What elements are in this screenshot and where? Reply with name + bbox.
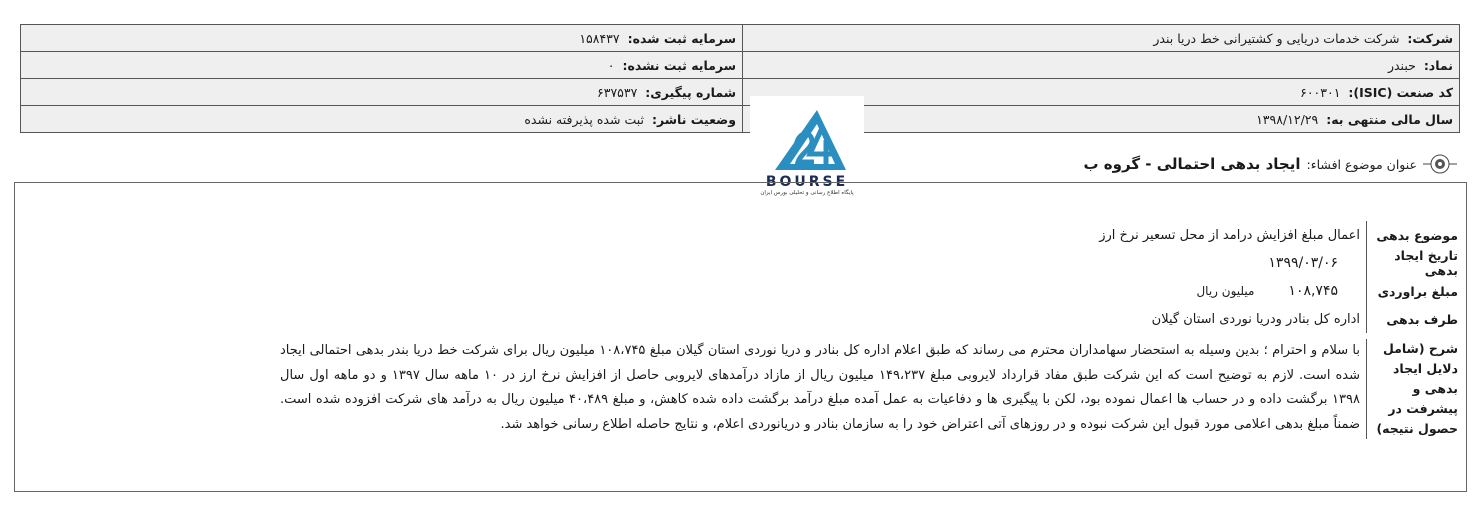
debt-description-row xyxy=(13,339,1466,439)
logo-word: BOURSE xyxy=(765,174,849,190)
tracking-cell xyxy=(21,79,743,106)
debt-amount-row xyxy=(13,277,1466,305)
isic-value: ۶۰۰۳۰۱ xyxy=(1300,84,1341,100)
company-label: شرکت: xyxy=(1407,30,1453,46)
debt-party-value: اداره کل بنادر ودریا نوردی استان گیلان xyxy=(1151,311,1360,327)
info-row xyxy=(21,52,1460,79)
company-cell xyxy=(743,25,1460,52)
unregistered-capital-cell xyxy=(21,52,743,79)
registered-capital-value: ۱۵۸۴۳۷ xyxy=(579,30,620,46)
publisher-status-cell xyxy=(21,106,743,133)
fiscal-year-label: سال مالی منتهی به: xyxy=(1326,111,1453,127)
info-row xyxy=(21,25,1460,52)
tracking-label: شماره پیگیری: xyxy=(645,84,736,100)
info-row xyxy=(21,106,1460,133)
debt-subject-label: موضوع بدهی xyxy=(1366,221,1466,249)
debt-date-label: تاریخ ایجاد بدهی xyxy=(1366,249,1466,277)
subject-label: عنوان موضوع افشاء: xyxy=(1306,156,1417,172)
symbol-label: نماد: xyxy=(1423,57,1453,73)
target-bullet-icon xyxy=(1423,152,1457,176)
logo-tagline: پایگاه اطلاع رسانی و تحلیلی بورس ایران xyxy=(760,190,854,196)
debt-date-text: ۱۳۹۹/۰۳/۰۶ xyxy=(1268,255,1338,271)
debt-amount-value xyxy=(1196,277,1366,305)
registered-capital-label: سرمایه ثبت شده: xyxy=(627,30,736,46)
debt-party-label: طرف بدهی xyxy=(1366,305,1466,333)
unregistered-capital-value: ۰ xyxy=(607,57,615,73)
disclosure-subject xyxy=(1084,152,1457,176)
debt-party-row xyxy=(13,305,1466,333)
fiscal-year-value: ۱۳۹۸/۱۲/۲۹ xyxy=(1256,111,1319,127)
company-value: شرکت خدمات دریایی و کشتیرانی خط دریا بندر xyxy=(1153,30,1400,46)
debt-description-text: با سلام و احترام ؛ بدین وسیله به استحضار سهامداران محترم می رساند که طبق اعلام اداره کل بنادر و دریا نوردی استان گیلان مبلغ ۱۰۸،۷۴۵ میلیون ریال برای شرکت خط دریا بندر بدهی احتمالی ایجاد شده است. لازم به توضیح است که این شرکت طبق مفاد قرارداد لایروبی مبلغ ۱۴۹،۲۳۷ میلیون ریال از مازاد درآمدهای لایروبی حاصل از افزایش نرخ ارز در ۱۰ ماهه سال ۱۳۹۷ و دو ماهه اول سال ۱۳۹۸ برگشت داده و در حساب ها اعمال نموده بود، لکن با پیگیری ها و دفاعیات به عمل آمده مبلغ درآمد برگشت داده شده کاهش، و مبلغ ۴۰،۴۸۹ میلیون ریال به درآمد های شرکت افزوده شده است. ضمناً مبلغ بدهی اعلامی مورد قبول این شرکت نبوده و در روزهای آتی اعتراض خود را به سازمان بنادر و دریانوردی اعلام، و نتایج حاصله اطلاع رسانی خواهد شد. xyxy=(280,343,1360,432)
unregistered-capital-label: سرمایه ثبت نشده: xyxy=(622,57,736,73)
debt-date-value xyxy=(1268,249,1366,277)
debt-description-label: شرح (شامل دلایل ایجاد بدهی و پیشرفت در حصول نتیجه) xyxy=(1366,339,1466,439)
debt-subject-row xyxy=(13,221,1466,249)
debt-amount-label: مبلغ براوردی xyxy=(1366,277,1466,305)
registered-capital-cell xyxy=(21,25,743,52)
debt-details-grid xyxy=(13,221,1466,439)
info-row xyxy=(21,79,1460,106)
company-info-table xyxy=(20,24,1460,133)
publisher-status-label: وضعیت ناشر: xyxy=(651,111,736,127)
debt-subject-value: اعمال مبلغ افزایش درامد از محل تسعیر نرخ ارز xyxy=(1099,227,1360,243)
publisher-status-value: ثبت شده پذیرفته نشده xyxy=(524,111,644,127)
debt-amount-unit: میلیون ریال xyxy=(1196,284,1255,298)
debt-date-row xyxy=(13,249,1466,277)
symbol-value: حبندر xyxy=(1387,57,1416,73)
debt-details-panel xyxy=(14,182,1467,492)
debt-amount-number: ۱۰۸,۷۴۵ xyxy=(1288,283,1338,299)
symbol-cell xyxy=(743,52,1460,79)
tracking-value: ۶۳۷۵۳۷ xyxy=(597,84,638,100)
subject-title: ایجاد بدهی احتمالی - گروه ب xyxy=(1083,155,1301,173)
bourse-emblem-icon xyxy=(750,96,864,176)
isic-label: کد صنعت (ISIC): xyxy=(1348,84,1453,100)
